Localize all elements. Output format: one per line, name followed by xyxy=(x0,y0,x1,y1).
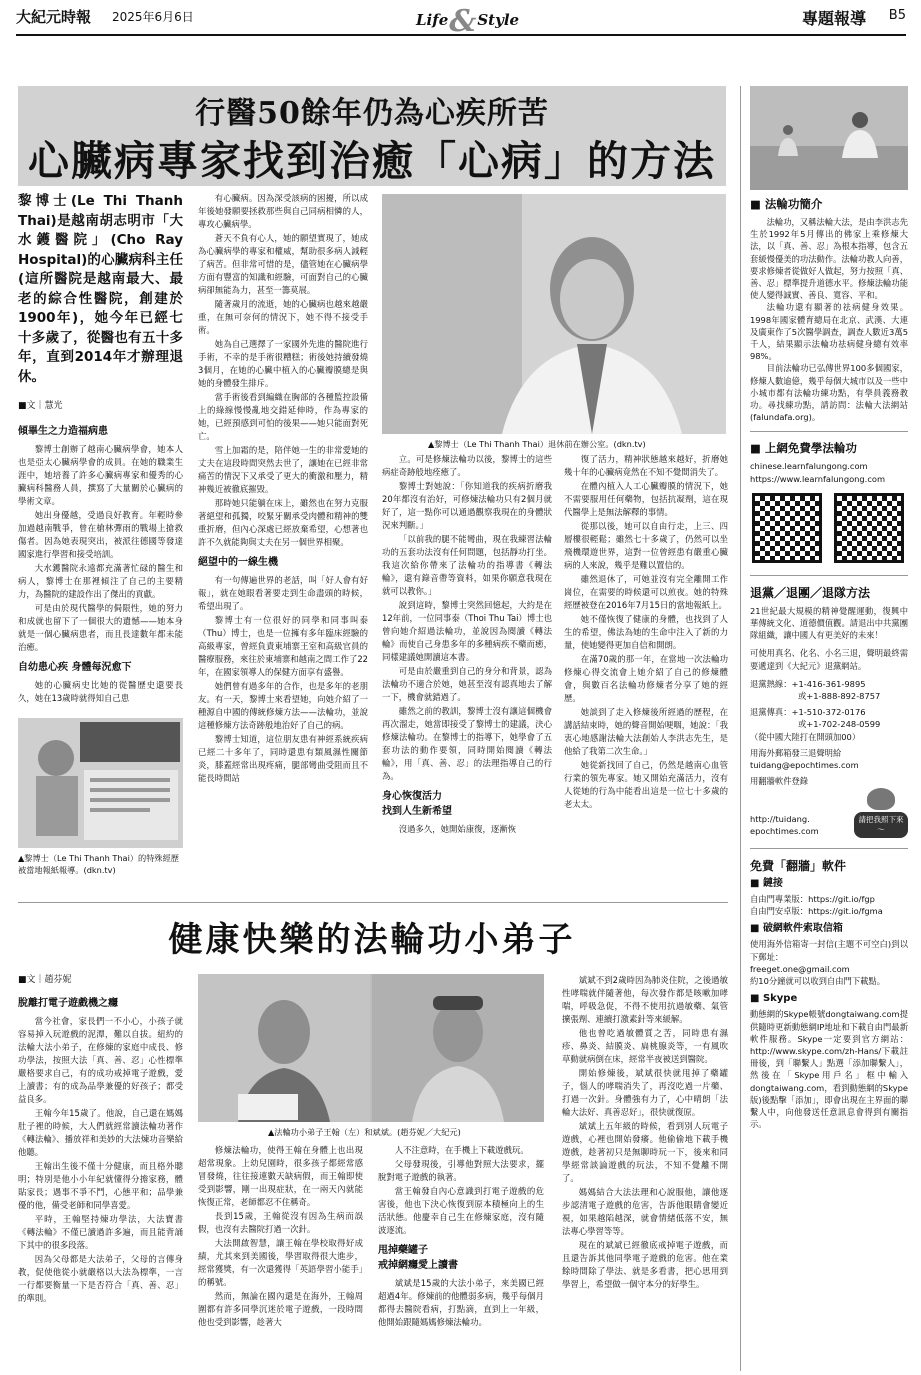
subhead: 傾畢生之力造福病患 xyxy=(18,426,108,437)
paragraph: 修煉法輪功，使得王翰在身體上也出現超常現象。上幼兒園時，很多孩子都經常感冒發燒，往往接連數天缺病假，而王翰即使受到影響，剛一出現症狀，在一兩天內就能恢復正常，老師都忍不住稱奇。 xyxy=(198,1145,363,1207)
divider xyxy=(750,431,908,432)
children-illustration xyxy=(198,974,544,1122)
newspaper-logo: 大紀元時報 xyxy=(16,8,92,26)
divider xyxy=(18,902,728,903)
paragraph: 大法開啟智慧，讓王翰在學校取得好成績，尤其來到美國後，學習取得很大進步，經常獲獎，有一次還獲得「英語學習小能手」的稱號。 xyxy=(198,1238,363,1287)
mail-address[interactable]: freeget.one@gmail.com xyxy=(750,963,850,974)
paragraph: 蒼天不負有心人，她的願望實現了，她成為心臟病學的專家和權威，幫助很多病人減輕了病苦。但非常可惜的是，儘管她在心臟病學方面有豐富的知識和經驗，可面對自己的心臟病卻無能為力，甚至一籌莫展。 xyxy=(198,233,368,295)
article1-col4 xyxy=(564,453,728,891)
paragraph: 目前法輪功已弘傳世界100多個國家，修煉人數逾億，幾乎每個大城市以及一些中小城市都有法輪功練功點，有學員義務教功。尋找練功點，請訪問：法輪大法網站(falundafa.org)。 xyxy=(750,363,908,423)
paragraph: 法輪功還有顯著的祛病健身效果。1998年國家體育總局在北京、武漢、大連及廣東作了5次醫學調查，調查人數近3萬5千人，結果顯示法輪功祛病健身總有效率98%。 xyxy=(750,302,908,362)
bird-mascot xyxy=(854,788,908,838)
sidebar-heading: ■ 法輪功簡介 xyxy=(750,197,823,211)
fax: 退黨傳真：+1-510-372-0176 xyxy=(750,707,866,718)
issue-date: 2025年6月6日 xyxy=(112,10,194,24)
meditation-photo xyxy=(750,86,908,190)
paragraph: 在滿70歲的那一年，在當地一次法輪功修煉心得交流會上她介紹了自己的修煉體會，與數百名法輪功修煉者分享了她的經歷。 xyxy=(564,654,728,703)
paragraph: 雪上加霜的是，陪伴她一生的非常愛她的丈夫在這段時間突然去世了，讓她在已經非常痛苦的情況下又承受了更大的衝激和壓力，精神幾近被徹底摧毀。 xyxy=(198,445,368,494)
link[interactable]: 自由門專業版：https://git.io/fgp xyxy=(750,893,875,904)
paragraph: 她為自己選擇了一家國外先進的醫院進行手術，不幸的是手術很糟糕；術後她持續發燒3個月，在她的心臟中植入的心臟瓣膜總是與她的身體發生排斥。 xyxy=(198,339,368,388)
article2-byline: ■文｜趙芬妮 xyxy=(18,975,72,985)
paragraph: 立。可是修煉法輪功以後，黎博士的這些病症奇跡般地痊癒了。 xyxy=(382,454,552,477)
fax-note: （從中國大陸打在開頭加00） xyxy=(750,731,861,742)
newspaper-clipping-photo xyxy=(18,718,183,848)
paragraph: 可是由於嚴重到自己的身分和背景，認為法輪功不適合於她，她甚至沒有認真地去了解一下，機會就錯過了。 xyxy=(382,666,552,702)
hotline: 退黨熱線：+1-416-361-9895 xyxy=(750,678,866,689)
paragraph: 隨著歲月的流逝，她的心臟病也越來越嚴重，在無可奈何的情況下，她不得不接受手術。 xyxy=(198,299,368,335)
email-note: 用海外郵箱發三退聲明給 xyxy=(750,747,842,758)
paragraph: 平時，王翰堅持煉功學法，大法寶書《轉法輪》不僅已讀過許多遍，而且能背誦下其中的很多段落。 xyxy=(18,1214,183,1250)
paragraph: 因為父母都是大法弟子，父母的言傳身教，促使他從小就嚴格以大法為標準，一言一行都要衡量一下是否符合「真、善、忍」的準則。 xyxy=(18,1254,183,1303)
subhead: 戒掉網癮愛上讀書 xyxy=(378,1260,458,1271)
article1-byline: ■文｜慧光 xyxy=(18,401,63,411)
paragraph: 王翰今年15歲了。他說，自己還在媽媽肚子裡的時候，大人們就經常讀法輪功著作《轉法輪》、播放祥和美妙的大法煉功音樂給他聽。 xyxy=(18,1108,183,1157)
paragraph: 沒過多久，她開始康復，逐漸恢 xyxy=(398,824,517,834)
paragraph: 開始修煉後，斌斌很快就甩掉了藥罐子，惱人的哮喘消失了，再沒吃過一片藥、打過一次針。身體強有力了，心中晴朗「法輪大法好、真善忍好」，很快就復原。 xyxy=(562,1068,728,1117)
paragraph: 「以前我的腿不能彎曲，現在我練習法輪功的五套功法沒有任何問題，包括靜功打坐。我這次給你帶來了法輪功的指導書《轉法輪》，還有錄音帶等資料，如果你願意我現在就可以教你。」 xyxy=(382,534,552,596)
paragraph: 父母發現後，引導他對照大法要求，擺脫對電子遊戲的執著。 xyxy=(378,1159,544,1182)
paragraph: 當王翰發自內心意識到打電子遊戲的危害後，他也下決心恢復到原本積極向上的生活狀態。他慶幸自己生在修煉家庭，沒有隨波逐流。 xyxy=(378,1186,544,1235)
fax-alt: 或+1-702-248-0599 xyxy=(798,719,881,730)
photo1-caption: ▲黎博士（Le Thi Thanh Thai）的特殊經歷被當地報紙報導。(dkn.tv) xyxy=(18,853,179,875)
paragraph: 復了活力，精神狀態越來越好，折磨她幾十年的心臟病竟然在不知不覺間消失了。 xyxy=(564,454,728,477)
subhead: 找到人生新希望 xyxy=(382,806,452,817)
falun-intro-text xyxy=(750,216,908,423)
online-url[interactable]: epochtimes.com xyxy=(750,826,819,837)
article2-col3 xyxy=(378,1144,544,1370)
software-heading: 免費「翻牆」軟件 xyxy=(750,858,847,873)
link[interactable]: 自由門安卓版：https://git.io/fgma xyxy=(750,905,883,916)
article2-headline: 健康快樂的法輪功小弟子 xyxy=(168,920,576,960)
paragraph: 她們曾有過多年的合作，也是多年的老朋友。有一天，黎博士來看望她，向她介紹了一種源自中國的傳統修煉方法——法輪功，並說這種修煉方法奇跡般地治好了自己的病。 xyxy=(198,681,368,730)
article1-kicker: 行醫50餘年仍為心疾所苦 xyxy=(195,96,549,131)
article2-col1 xyxy=(18,990,183,1370)
article1-headline: 心臟病專家找到治癒「心病」的方法 xyxy=(28,137,716,185)
paragraph: 她從新找回了自己，仍然是越南心血管行業的領先專家。她又開始充滿活力，沒有人從她的行為中能看出這是一位七十多歲的老太太。 xyxy=(564,760,728,809)
paragraph: 她談到了走入修煉後所經過的歷程，在講話結束時，她的聲音開始哽咽，她說：「我衷心地感謝法輪大法創始人李洪志先生，是他給了我第二次生命。」 xyxy=(564,707,728,756)
paragraph: 然而，無論在國內還是在海外，王翰周圍都有許多同學沉迷於電子遊戲，一段時間他也受到影響，趁著大 xyxy=(198,1291,363,1327)
paragraph: 雖然退休了，可她並沒有完全離開工作崗位，在需要的時候還可以煎夜。她的特殊經歷被登在2016年7月15日的當地報紙上。 xyxy=(564,574,728,610)
paragraph: 有一句傳遍世界的老話，叫「好人會有好報」，就在她眼看著要走到生命盡頭的時候，希望出現了。 xyxy=(198,575,368,611)
article1-col3 xyxy=(382,453,552,891)
quit-party-text xyxy=(750,605,908,838)
paragraph: 黎博士知道，這位朋友患有神經系統疾病已經二十多年了，同時還患有類風濕性關節炎，膝蓋經常出現疼痛，腿部彎曲受阻而且不能長時間站 xyxy=(198,734,368,783)
children-photo xyxy=(198,974,544,1122)
subhead: 脫離打電子遊戲機之癮 xyxy=(18,998,118,1009)
paragraph: 當今社會，家長們一不小心，小孩子就容易掉入玩遊戲的泥潭，難以自拔。紐約的法輪大法小弟子，在修煉的家庭中成長、修功學法，按照大法「真、善、忍」心性標準嚴格要求自己，有的成功戒掉電子遊戲，愛上讀書；有的成為品學兼優的好孩子；都受益良多。 xyxy=(18,1016,183,1104)
paragraph: 黎博士創辦了越南心臟病學會，她本人也是亞太心臟病學會的成員。在她的職業生涯中，她培養了許多心臟病專家和優秀的心臟病科醫務人員，撰寫了大量關於心臟病的學術文章。 xyxy=(18,444,183,506)
paragraph: 她出身優越，受過良好教育。年輕時參加過越南戰爭，曾在槍林彈雨的戰場上搶救傷者。因為她表現突出，被派往德國等發達國家進行學習和接受培訓。 xyxy=(18,510,183,559)
qr-code-icon[interactable] xyxy=(752,493,822,563)
paragraph: 他也曾吃過敏體質之苦，同時患有濕疹、鼻炎、結膜炎、扁桃腺炎等，一有風吹草動就病倒在床，經常半夜被送到醫院。 xyxy=(562,1028,728,1064)
subhead: 絕望中的一線生機 xyxy=(198,557,278,568)
subhead: 甩掉藥罐子 xyxy=(378,1245,428,1256)
skype-text: 動態網的Skype帳號dongtaiwang.com提供隨時更新動態網IP地址和下載自由門最新軟件服務。Skype一定要到官方網站：http://www.skype.com/zh-Hans/下載註冊後，到「聯繫人」點選「添加聯繫人」，然後在「Skype用戶名」框中輸入dongtaiwang.com，看到動態網的Skype版)後點擊「添加」，即會出現在主界面的聯繫人中，向他發送任意訊息會得到有關指示。 xyxy=(750,1009,908,1130)
divider xyxy=(750,575,908,576)
paragraph: 21世紀最大規模的精神覺醒運動，復興中華傳統文化、道德價值觀。請退出中共黨團隊組織，讓中國人有更美好的未來！ xyxy=(750,605,908,641)
paragraph: 有心臟病。因為深受該病的困擾，所以成年後她發願要拯救那些與自己同病相憐的人，專攻心臟病學。 xyxy=(198,193,368,229)
paragraph: 可使用真名、化名、小名三退，聲明最終需要遞達到《大紀元》退黨網站。 xyxy=(750,648,908,671)
photo2-caption: ▲黎博士（Le Thi Thanh Thai）退休前在辦公室。(dkn.tv) xyxy=(428,439,646,449)
paragraph: 大水鑊醫院永遠都充滿著忙碌的醫生和病人，黎博士在那裡傾注了自己的主要精力，為醫院的建設作出了傑出的貢獻。 xyxy=(18,563,183,599)
portrait-illustration xyxy=(382,194,726,434)
article2-col4 xyxy=(562,974,728,1370)
paragraph: 法輪功，又稱法輪大法，是由李洪志先生於1992年5月傳出的佛家上乘修煉大法，以「真、善、忍」為根本指導，包含五套緩慢優美的功法動作。法輪功教人向善，要求修煉者從做好人做起，努力按照「真、善、忍」標準提升道德水平。修煉法輪功能使人變得誠實、善良、寬容、平和。 xyxy=(750,217,908,301)
link-heading: ■ 鏈接 xyxy=(750,877,783,889)
article1-lead: 黎博士(Le Thi Thanh Thai)是越南胡志明市「大水鑊醫院」(Cho Ray Hospital)的心臟病科主任(這所醫院是越南最大、最老的綜合性醫院，創建於1900年)，她今年已經七十多歲了，從醫也有五十多年，直到2014年才辦理退休。 xyxy=(18,193,183,385)
subhead: 身心恢復活力 xyxy=(382,791,442,802)
hotline-alt: 或+1-888-892-8757 xyxy=(798,691,881,702)
skype-heading: ■ Skype xyxy=(750,993,798,1005)
paragraph: 那時她只能躺在床上，雖然也在努力克服著絕望和孤獨，咬緊牙關承受肉體和精神的雙重折磨，但內心深處已經放棄希望，心想著也許不久就能夠與丈夫在另一個世界相聚。 xyxy=(198,498,368,547)
paragraph: 從那以後，她可以自由行走，上三、四層樓很輕鬆；雖然七十多歲了，仍然可以坐飛機環遊世界，這對一位曾經患有嚴重心臟病的人來說，幾乎是難以置信的。 xyxy=(564,521,728,570)
online-url[interactable]: http://tuidang. xyxy=(750,814,810,825)
subhead: 自幼患心疾 身體每況愈下 xyxy=(18,662,132,673)
paragraph: 長到15歲，王翰從沒有因為生病而誤假，也沒有去醫院打過一次針。 xyxy=(198,1211,363,1234)
paragraph: 王翰出生後不僅十分健康，而且格外聰明；特別是他小小年紀就懂得分擔家務，體貼家長；遇事不爭不鬥，心態平和；品學兼優的他，備受老師和同學喜愛。 xyxy=(18,1161,183,1210)
quit-party-heading: 退黨／退團／退隊方法 xyxy=(750,585,871,600)
qr-codes xyxy=(752,493,908,563)
learn-urls xyxy=(750,460,908,484)
article2-col2 xyxy=(198,1144,363,1370)
article1-col1 xyxy=(18,418,183,746)
page-number: B5 xyxy=(888,8,906,23)
online-note: 用翻牆軟件登錄 xyxy=(750,776,809,787)
amp-glyph: & xyxy=(449,4,477,39)
paragraph: 現在的斌斌已經徹底戒掉電子遊戲，而且還告訴其他同學電子遊戲的危害。他在業餘時間除了學法、就是多看書，把心思用到學習上，希望做一個守本分的好學生。 xyxy=(562,1240,728,1289)
meditation-illustration xyxy=(750,86,908,190)
paragraph: 斌斌上五年級的時候，看到別人玩電子遊戲，心裡也開始發癢。他偷偷地下載手機遊戲，趁著初只是無聊時玩一下，後來和同學經常談論遊戲的玩法，不知不覺離不開了。 xyxy=(562,1121,728,1183)
mail-text: 使用海外信箱寄一封信(主題不可空白)到以下郵址： xyxy=(750,939,908,962)
paragraph: 斌斌是15歲的大法小弟子，來美國已經超過4年。修煉前的他體弱多病，幾乎每個月都得去醫院看病，打點滴，直到上一年級，他開始跟隨媽媽修煉法輪功。 xyxy=(378,1278,544,1327)
section-title: 專題報導 xyxy=(801,9,866,28)
clipping-illustration xyxy=(18,718,183,848)
paragraph: 當手術後看到編織在胸部的各種監控設備上的綠線慢慢亂地交錯延伸時，作為專家的她，已經預感到可怕的後果——她只能面對死亡。 xyxy=(198,392,368,441)
article1-col2 xyxy=(198,192,368,892)
mail-note: 約10分鐘就可以收到自由門下載點。 xyxy=(750,975,886,986)
masthead xyxy=(16,4,906,39)
bird-label: 請把我照下來～ xyxy=(854,812,908,838)
bird-icon xyxy=(867,788,895,810)
life-style-logo xyxy=(416,4,519,39)
sidebar xyxy=(750,86,908,1130)
paragraph: 可是由於現代醫學的侷限性，她的努力和成就也留下了一個很大的遺憾——她本身就是一個心臟病患者，而且長達數年都未能治癒。 xyxy=(18,603,183,652)
paragraph: 說到這時，黎博士突然回憶起，大約是在12年前，一位同事泰（Thoi Thu Tai）博士也曾向她介紹過法輪功，並說因為閱讀《轉法輪》而使自己身患多年的多種病疾不藥而癒，同樣建議她開讀這本書。 xyxy=(382,600,552,662)
paragraph: 媽媽結合大法法理和心說服他，讓他逐步認清電子遊戲的危害，告訴他眼睛會變近視，如果越陷越深，就會情緒低落不安，無法專心學習等等。 xyxy=(562,1187,728,1236)
paragraph: 黎博士對她說：「你知道我的疾病折磨我20年都沒有治好，可修煉法輪功只有2個月就好了，這一點你可以通過觀察我現在的身體狀況來判斷。」 xyxy=(382,481,552,530)
sidebar-divider xyxy=(740,86,741,1371)
learn-url[interactable]: chinese.learnfalungong.com xyxy=(750,461,868,472)
divider xyxy=(750,848,908,849)
qr-code-icon[interactable] xyxy=(834,493,904,563)
paragraph: 人不注意時，在手機上下載遊戲玩。 xyxy=(394,1145,529,1155)
paragraph: 她不僅恢復了健康的身體，也找到了人生的希望，佛法為她的生命中注入了新的力量，使她變得更加自信和開朗。 xyxy=(564,614,728,650)
email-address[interactable]: tuidang@epochtimes.com xyxy=(750,760,859,771)
paragraph: 黎博士有一位很好的同學和同事叫泰（Thu）博士，也是一位擁有多年臨床經驗的高級專家，曾經負責東埔寨王室和高級官員的醫療服務，來往於東埔寨和越南之間工作了22年，在國家領導人的保健方面享有盛譽。 xyxy=(198,615,368,677)
paragraph: 她的心臟病史比她的從醫歷史還要長久，她在13歲時就得知自己患 xyxy=(18,680,183,703)
paragraph: 在體內植入人工心臟瓣膜的情況下，她不需要服用任何藥物，包括抗凝劑，這在現代醫學上是無法解釋的事情。 xyxy=(564,481,728,517)
style-label: Style xyxy=(477,11,520,29)
sidebar-heading: ■ 上網免費學法輪功 xyxy=(750,441,857,456)
life-label: Life xyxy=(416,11,449,29)
paragraph: 雖然之前的教訓，黎博士沒有讓這個機會再次溜走，她當即接受了黎博士的建議，決心修煉法輪功。在黎博士的指導下，她學會了五套功法的動作要領，同時開始閱讀《轉法輪》，用「真、善、忍」的法理指導自己的行為。 xyxy=(382,706,552,781)
portrait-photo xyxy=(382,194,726,434)
mail-heading: ■ 破網軟件索取信箱 xyxy=(750,923,843,935)
software-text xyxy=(750,878,908,1131)
paragraph: 斌斌不到2歲時因為肺炎住院，之後過敏性哮喘就伴隨著他，每次發作都是咳嗽加哮喘，呼吸急促，不得不使用抗過敏藥、氣管擴張劑、連續打激素針等來緩解。 xyxy=(562,975,728,1024)
learn-url[interactable]: https://www.learnfalungong.com xyxy=(750,473,886,484)
photo3-caption: ▲法輪功小弟子王翰（左）和斌斌。(趙芬妮／大紀元) xyxy=(268,1127,461,1137)
